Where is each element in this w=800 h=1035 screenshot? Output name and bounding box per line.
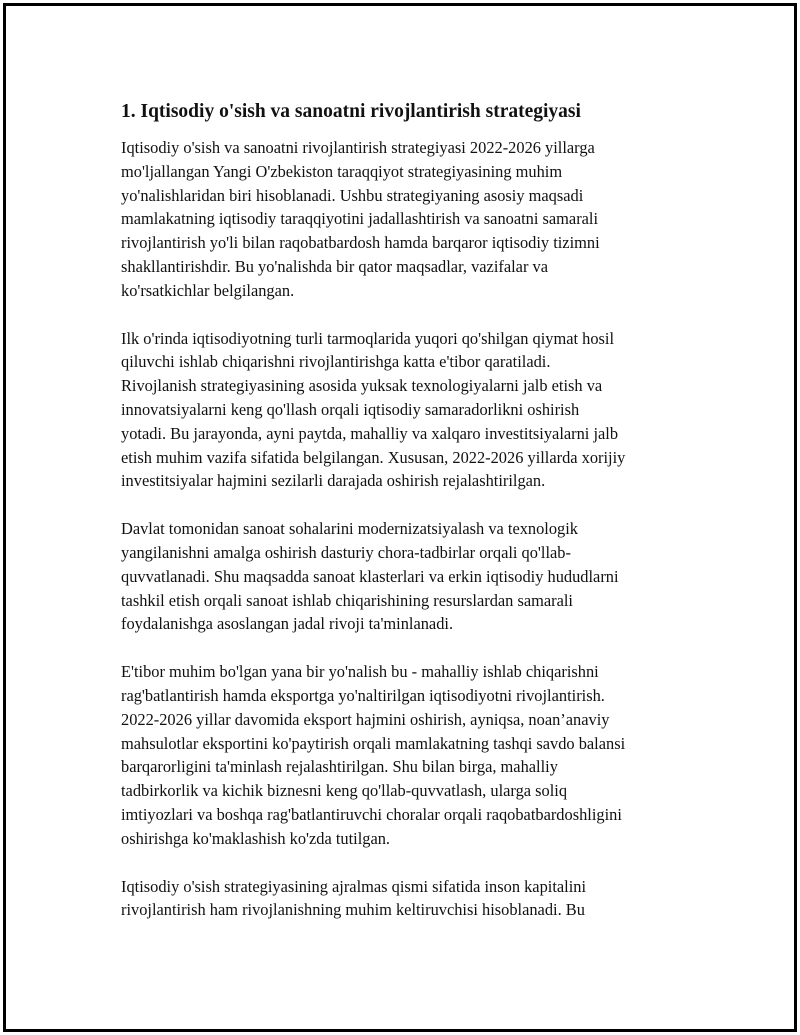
- text-line: Ilk o'rinda iqtisodiyotning turli tarmoqlarida yuqori qo'shilgan qiymat hosil: [121, 328, 615, 348]
- text-line: tashkil etish orqali sanoat ishlab chiqarishining resurslardan samarali: [121, 590, 573, 610]
- text-line: rivojlantirish yo'li bilan raqobatbardosh hamda barqaror iqtisodiy tizimni: [121, 233, 600, 253]
- text-line: innovatsiyalarni keng qo'llash orqali iqtisodiy samaradorlikni oshirish: [121, 399, 580, 419]
- text-line: foydalanishga asoslangan jadal rivoji ta'minlanadi.: [121, 614, 454, 634]
- text-line: rag'batlantirish hamda eksportga yo'naltirilgan iqtisodiyotni rivojlantirish.: [121, 685, 605, 705]
- text-line: barqarorligini ta'minlash rejalashtirilgan. Shu bilan birga, mahalliy: [121, 757, 558, 777]
- paragraph-4: [121, 660, 691, 850]
- text-line: imtiyozlari va boshqa rag'batlantiruvchi choralar orqali raqobatbardoshligini: [121, 804, 622, 824]
- document-body: [121, 98, 691, 946]
- text-line: Rivojlanish strategiyasining asosida yuksak texnologiyalarni jalb etish va: [121, 376, 603, 396]
- text-line: quvvatlanadi. Shu maqsadda sanoat klasterlari va erkin iqtisodiy hududlarni: [121, 566, 619, 586]
- text-line: rivojlantirish ham rivojlanishning muhim keltiruvchisi hisoblanadi. Bu: [121, 900, 585, 920]
- text-line: 2022-2026 yillar davomida eksport hajmini oshirish, ayniqsa, noan’anaviy: [121, 709, 610, 729]
- text-line: yotadi. Bu jarayonda, ayni paytda, mahalliy va xalqaro investitsiyalarni jalb: [121, 423, 619, 443]
- text-line: investitsiyalar hajmini sezilarli darajada oshirish rejalashtirilgan.: [121, 471, 546, 491]
- text-line: tadbirkorlik va kichik biznesni keng qo'llab-quvvatlash, ularga soliq: [121, 781, 568, 801]
- text-line: ko'rsatkichlar belgilangan.: [121, 280, 295, 300]
- paragraph-1: [121, 136, 691, 303]
- paragraph-3: [121, 517, 691, 636]
- text-line: yangilanishni amalga oshirish dasturiy chora-tadbirlar orqali qo'llab-: [121, 542, 571, 562]
- text-line: qiluvchi ishlab chiqarishni rivojlantirishga katta e'tibor qaratiladi.: [121, 352, 551, 372]
- section-heading: 1. Iqtisodiy o'sish va sanoatni rivojlantirish strategiyasi: [121, 101, 581, 122]
- text-line: E'tibor muhim bo'lgan yana bir yo'nalish bu - mahalliy ishlab chiqarishni: [121, 662, 599, 682]
- text-line: mahsulotlar eksportini ko'paytirish orqali mamlakatning tashqi savdo balansi: [121, 733, 626, 753]
- paragraph-2: [121, 327, 691, 494]
- text-line: yo'nalishlaridan biri hisoblanadi. Ushbu strategiyaning asosiy maqsadi: [121, 185, 584, 205]
- text-line: mo'ljallangan Yangi O'zbekiston taraqqiyot strategiyasining muhim: [121, 161, 563, 181]
- text-line: oshirishga ko'maklashish ko'zda tutilgan.: [121, 828, 391, 848]
- text-line: mamlakatning iqtisodiy taraqqiyotini jadallashtirish va sanoatni samarali: [121, 209, 599, 229]
- page-frame: [3, 3, 797, 1032]
- text-line: Davlat tomonidan sanoat sohalarini modernizatsiyalash va texnologik: [121, 519, 579, 539]
- text-line: shakllantirishdir. Bu yo'nalishda bir qator maqsadlar, vazifalar va: [121, 256, 548, 276]
- text-line: etish muhim vazifa sifatida belgilangan. Xususan, 2022-2026 yillarda xorijiy: [121, 447, 626, 467]
- paragraph-5: [121, 875, 691, 923]
- text-line: Iqtisodiy o'sish strategiyasining ajralmas qismi sifatida inson kapitalini: [121, 876, 587, 896]
- text-line: Iqtisodiy o'sish va sanoatni rivojlantirish strategiyasi 2022-2026 yillarga: [121, 138, 595, 157]
